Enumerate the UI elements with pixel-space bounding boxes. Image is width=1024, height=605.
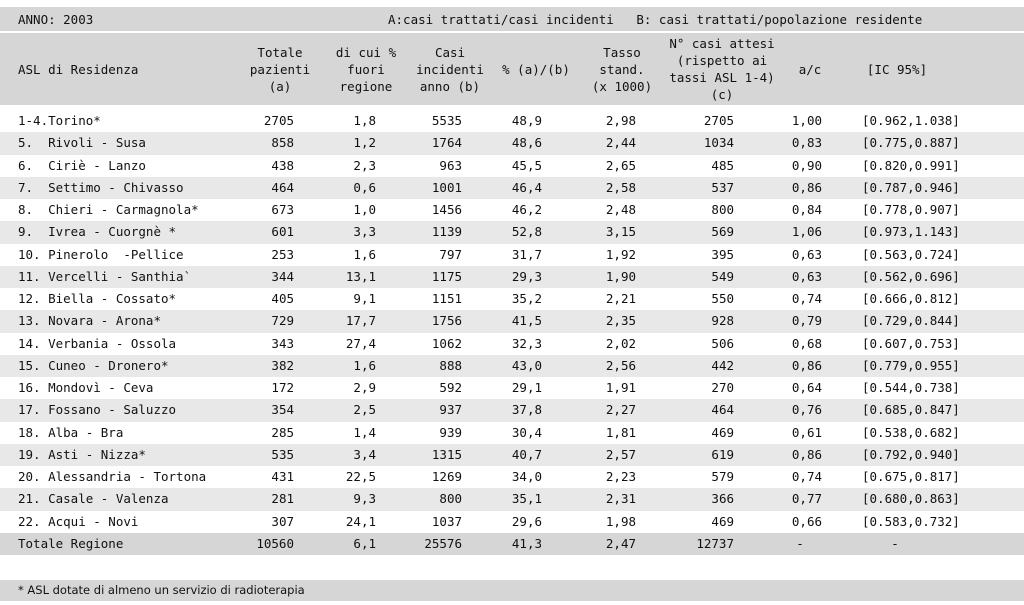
cell-tasso: 2,44 xyxy=(605,135,636,151)
table-row xyxy=(0,466,1024,488)
cell-casi: 1151 xyxy=(431,291,462,306)
total-cell-ac: - xyxy=(796,535,804,551)
total-cell-casi: 25576 xyxy=(424,535,462,551)
table-row xyxy=(0,399,1024,421)
cell-ic: [0.680,0.863] xyxy=(862,491,960,507)
cell-totale: 438 xyxy=(271,157,294,173)
cell-ac: 1,00 xyxy=(791,113,822,128)
table-row xyxy=(0,310,1024,332)
cell-asl: 1-4.Torino* xyxy=(18,113,101,128)
table-title-bar xyxy=(0,7,1024,31)
table-row xyxy=(0,355,1024,377)
cell-totale: 253 xyxy=(271,246,294,262)
cell-ac: 0,86 xyxy=(791,446,822,462)
cell-percent: 34,0 xyxy=(511,469,542,484)
cell-casi: 963 xyxy=(439,157,462,173)
cell-percent: 31,7 xyxy=(511,246,542,262)
cell-tasso: 2,35 xyxy=(605,313,636,329)
footnote: * ASL dotate di almeno un servizio di radioterapia xyxy=(18,583,305,597)
cell-ac: 0,76 xyxy=(791,402,822,418)
cell-percent: 40,7 xyxy=(511,446,542,462)
header-asl: ASL di Residenza xyxy=(18,61,139,77)
cell-casi: 888 xyxy=(439,357,462,373)
cell-attesi: 366 xyxy=(711,491,734,507)
cell-attesi: 442 xyxy=(711,357,734,373)
total-row xyxy=(0,533,1024,555)
cell-fuori: 13,1 xyxy=(345,268,376,284)
total-cell-attesi: 12737 xyxy=(696,535,734,551)
cell-fuori: 2,5 xyxy=(353,402,376,418)
table-row xyxy=(0,199,1024,221)
table-row xyxy=(0,333,1024,355)
cell-fuori: 2,3 xyxy=(353,157,376,173)
cell-ic: [0.729,0.844] xyxy=(862,313,960,329)
cell-asl: 18. Alba - Bra xyxy=(18,424,124,440)
header-fuori-regione: di cui % fuori regione xyxy=(335,44,397,94)
cell-casi: 939 xyxy=(439,424,462,440)
cell-attesi: 550 xyxy=(711,291,734,306)
cell-attesi: 270 xyxy=(711,380,734,395)
cell-ac: 0,86 xyxy=(791,179,822,195)
table-row xyxy=(0,288,1024,310)
cell-asl: 11. Vercelli - Santhia` xyxy=(18,268,192,284)
cell-attesi: 485 xyxy=(711,157,734,173)
cell-ic: [0.962,1.038] xyxy=(862,113,960,128)
cell-tasso: 2,58 xyxy=(605,179,636,195)
cell-tasso: 1,91 xyxy=(605,380,636,395)
cell-attesi: 569 xyxy=(711,224,734,240)
cell-attesi: 537 xyxy=(711,179,734,195)
cell-tasso: 1,98 xyxy=(605,513,636,529)
cell-percent: 48,9 xyxy=(511,113,542,128)
header-casi-attesi: N° casi attesi (rispetto ai tassi ASL 1-4) (c) xyxy=(669,36,775,102)
cell-ac: 0,61 xyxy=(791,424,822,440)
cell-totale: 344 xyxy=(271,268,294,284)
cell-ac: 0,77 xyxy=(791,491,822,507)
cell-fuori: 3,4 xyxy=(353,446,376,462)
cell-asl: 19. Asti - Nizza* xyxy=(18,446,146,462)
cell-fuori: 9,1 xyxy=(353,291,376,306)
cell-tasso: 2,21 xyxy=(605,291,636,306)
table-row xyxy=(0,488,1024,510)
cell-ic: [0.563,0.724] xyxy=(862,246,960,262)
table-row xyxy=(0,444,1024,466)
table-body xyxy=(0,110,1024,555)
cell-asl: 12. Biella - Cossato* xyxy=(18,291,177,306)
cell-fuori: 9,3 xyxy=(353,491,376,507)
cell-totale: 2705 xyxy=(263,113,294,128)
table-row xyxy=(0,155,1024,177)
cell-fuori: 1,4 xyxy=(353,424,376,440)
total-cell-percent: 41,3 xyxy=(511,535,542,551)
cell-asl: 10. Pinerolo -Pellice xyxy=(18,246,184,262)
cell-asl: 8. Chieri - Carmagnola* xyxy=(18,202,199,217)
cell-totale: 343 xyxy=(271,335,294,351)
cell-totale: 281 xyxy=(271,491,294,507)
cell-casi: 592 xyxy=(439,380,462,395)
cell-tasso: 2,56 xyxy=(605,357,636,373)
cell-ac: 1,06 xyxy=(791,224,822,240)
cell-asl: 9. Ivrea - Cuorgnè * xyxy=(18,224,177,240)
cell-totale: 729 xyxy=(271,313,294,329)
year-label: ANNO: 2003 xyxy=(18,12,94,27)
cell-asl: 21. Casale - Valenza xyxy=(18,491,169,507)
cell-percent: 29,6 xyxy=(511,513,542,529)
cell-attesi: 579 xyxy=(711,469,734,484)
cell-asl: 22. Acqui - Novi xyxy=(18,513,139,529)
cell-ic: [0.820,0.991] xyxy=(862,157,960,173)
cell-casi: 797 xyxy=(439,246,462,262)
total-cell-asl: Totale Regione xyxy=(18,535,124,551)
cell-ic: [0.787,0.946] xyxy=(862,179,960,195)
cell-ic: [0.685,0.847] xyxy=(862,402,960,418)
cell-fuori: 1,6 xyxy=(353,246,376,262)
cell-ic: [0.562,0.696] xyxy=(862,268,960,284)
total-cell-ic: - xyxy=(891,535,899,551)
cell-ac: 0,74 xyxy=(791,291,822,306)
cell-ac: 0,74 xyxy=(791,469,822,484)
table-row xyxy=(0,110,1024,132)
legend-text: A:casi trattati/casi incidenti B: casi trattati/popolazione residente xyxy=(388,12,923,27)
cell-tasso: 1,92 xyxy=(605,246,636,262)
footnote-bar xyxy=(0,580,1024,601)
cell-ac: 0,63 xyxy=(791,268,822,284)
cell-asl: 14. Verbania - Ossola xyxy=(18,335,177,351)
cell-attesi: 619 xyxy=(711,446,734,462)
cell-totale: 307 xyxy=(271,513,294,529)
cell-tasso: 2,48 xyxy=(605,202,636,217)
cell-tasso: 2,65 xyxy=(605,157,636,173)
cell-tasso: 2,02 xyxy=(605,335,636,351)
cell-attesi: 800 xyxy=(711,202,734,217)
table-row xyxy=(0,422,1024,444)
cell-attesi: 928 xyxy=(711,313,734,329)
cell-casi: 1175 xyxy=(431,268,462,284)
cell-fuori: 0,6 xyxy=(353,179,376,195)
total-cell-tasso: 2,47 xyxy=(605,535,636,551)
cell-percent: 43,0 xyxy=(511,357,542,373)
cell-casi: 1764 xyxy=(431,135,462,151)
cell-ac: 0,66 xyxy=(791,513,822,529)
cell-tasso: 2,23 xyxy=(605,469,636,484)
cell-tasso: 2,31 xyxy=(605,491,636,507)
cell-attesi: 2705 xyxy=(703,113,734,128)
cell-percent: 35,2 xyxy=(511,291,542,306)
cell-ic: [0.779,0.955] xyxy=(862,357,960,373)
cell-fuori: 1,6 xyxy=(353,357,376,373)
cell-casi: 937 xyxy=(439,402,462,418)
cell-attesi: 1034 xyxy=(703,135,734,151)
cell-ic: [0.607,0.753] xyxy=(862,335,960,351)
cell-ic: [0.778,0.907] xyxy=(862,202,960,217)
cell-attesi: 469 xyxy=(711,513,734,529)
table-row xyxy=(0,221,1024,243)
table-row xyxy=(0,266,1024,288)
header-ac: a/c xyxy=(798,61,822,77)
cell-tasso: 2,98 xyxy=(605,113,636,128)
cell-percent: 52,8 xyxy=(511,224,542,240)
cell-percent: 32,3 xyxy=(511,335,542,351)
cell-percent: 30,4 xyxy=(511,424,542,440)
cell-ac: 0,90 xyxy=(791,157,822,173)
cell-ac: 0,84 xyxy=(791,202,822,217)
cell-fuori: 27,4 xyxy=(345,335,376,351)
cell-attesi: 464 xyxy=(711,402,734,418)
table-row xyxy=(0,132,1024,154)
cell-casi: 1456 xyxy=(431,202,462,217)
cell-tasso: 3,15 xyxy=(605,224,636,240)
cell-ic: [0.544,0.738] xyxy=(862,380,960,395)
cell-percent: 29,1 xyxy=(511,380,542,395)
cell-totale: 858 xyxy=(271,135,294,151)
cell-ic: [0.666,0.812] xyxy=(862,291,960,306)
cell-percent: 45,5 xyxy=(511,157,542,173)
header-tasso: Tasso stand. (x 1000) xyxy=(591,44,653,94)
total-cell-totale: 10560 xyxy=(256,535,294,551)
cell-asl: 15. Cuneo - Dronero* xyxy=(18,357,169,373)
header-totale-pazienti: Totale pazienti (a) xyxy=(249,44,311,94)
cell-percent: 35,1 xyxy=(511,491,542,507)
header-casi-incidenti: Casi incidenti anno (b) xyxy=(416,44,484,94)
header-percent: % (a)/(b) xyxy=(502,61,570,77)
cell-casi: 1139 xyxy=(431,224,462,240)
cell-fuori: 2,9 xyxy=(353,380,376,395)
table-row xyxy=(0,177,1024,199)
table-row xyxy=(0,244,1024,266)
cell-totale: 285 xyxy=(271,424,294,440)
cell-attesi: 395 xyxy=(711,246,734,262)
cell-totale: 431 xyxy=(271,469,294,484)
cell-tasso: 2,57 xyxy=(605,446,636,462)
cell-tasso: 1,81 xyxy=(605,424,636,440)
cell-percent: 46,4 xyxy=(511,179,542,195)
cell-attesi: 469 xyxy=(711,424,734,440)
cell-fuori: 22,5 xyxy=(345,469,376,484)
cell-totale: 354 xyxy=(271,402,294,418)
cell-tasso: 1,90 xyxy=(605,268,636,284)
cell-casi: 1269 xyxy=(431,469,462,484)
cell-ic: [0.538,0.682] xyxy=(862,424,960,440)
cell-asl: 7. Settimo - Chivasso xyxy=(18,179,184,195)
cell-asl: 5. Rivoli - Susa xyxy=(18,135,146,151)
cell-percent: 29,3 xyxy=(511,268,542,284)
cell-ac: 0,86 xyxy=(791,357,822,373)
cell-casi: 1756 xyxy=(431,313,462,329)
table-row xyxy=(0,377,1024,399)
cell-totale: 382 xyxy=(271,357,294,373)
header-ic: [IC 95%] xyxy=(866,61,928,77)
cell-totale: 673 xyxy=(271,202,294,217)
cell-casi: 1001 xyxy=(431,179,462,195)
cell-casi: 1037 xyxy=(431,513,462,529)
cell-percent: 48,6 xyxy=(511,135,542,151)
cell-asl: 20. Alessandria - Tortona xyxy=(18,469,207,484)
cell-asl: 6. Ciriè - Lanzo xyxy=(18,157,146,173)
cell-fuori: 1,0 xyxy=(353,202,376,217)
cell-ic: [0.792,0.940] xyxy=(862,446,960,462)
cell-ac: 0,64 xyxy=(791,380,822,395)
cell-fuori: 1,8 xyxy=(353,113,376,128)
cell-percent: 46,2 xyxy=(511,202,542,217)
cell-ic: [0.973,1.143] xyxy=(862,224,960,240)
cell-totale: 535 xyxy=(271,446,294,462)
cell-fuori: 1,2 xyxy=(353,135,376,151)
cell-attesi: 549 xyxy=(711,268,734,284)
cell-fuori: 3,3 xyxy=(353,224,376,240)
cell-totale: 172 xyxy=(271,380,294,395)
cell-ac: 0,83 xyxy=(791,135,822,151)
cell-ic: [0.775,0.887] xyxy=(862,135,960,151)
cell-totale: 464 xyxy=(271,179,294,195)
cell-casi: 800 xyxy=(439,491,462,507)
cell-asl: 13. Novara - Arona* xyxy=(18,313,161,329)
cell-ic: [0.675,0.817] xyxy=(862,469,960,484)
cell-totale: 601 xyxy=(271,224,294,240)
cell-tasso: 2,27 xyxy=(605,402,636,418)
cell-asl: 17. Fossano - Saluzzo xyxy=(18,402,177,418)
cell-percent: 41,5 xyxy=(511,313,542,329)
table-header xyxy=(0,33,1024,105)
cell-ac: 0,79 xyxy=(791,313,822,329)
cell-asl: 16. Mondovì - Ceva xyxy=(18,380,154,395)
table-row xyxy=(0,511,1024,533)
total-cell-fuori: 6,1 xyxy=(353,535,376,551)
cell-ac: 0,63 xyxy=(791,246,822,262)
cell-fuori: 17,7 xyxy=(345,313,376,329)
cell-fuori: 24,1 xyxy=(345,513,376,529)
cell-casi: 5535 xyxy=(431,113,462,128)
cell-attesi: 506 xyxy=(711,335,734,351)
cell-ic: [0.583,0.732] xyxy=(862,513,960,529)
cell-totale: 405 xyxy=(271,291,294,306)
cell-ac: 0,68 xyxy=(791,335,822,351)
cell-percent: 37,8 xyxy=(511,402,542,418)
cell-casi: 1062 xyxy=(431,335,462,351)
cell-casi: 1315 xyxy=(431,446,462,462)
